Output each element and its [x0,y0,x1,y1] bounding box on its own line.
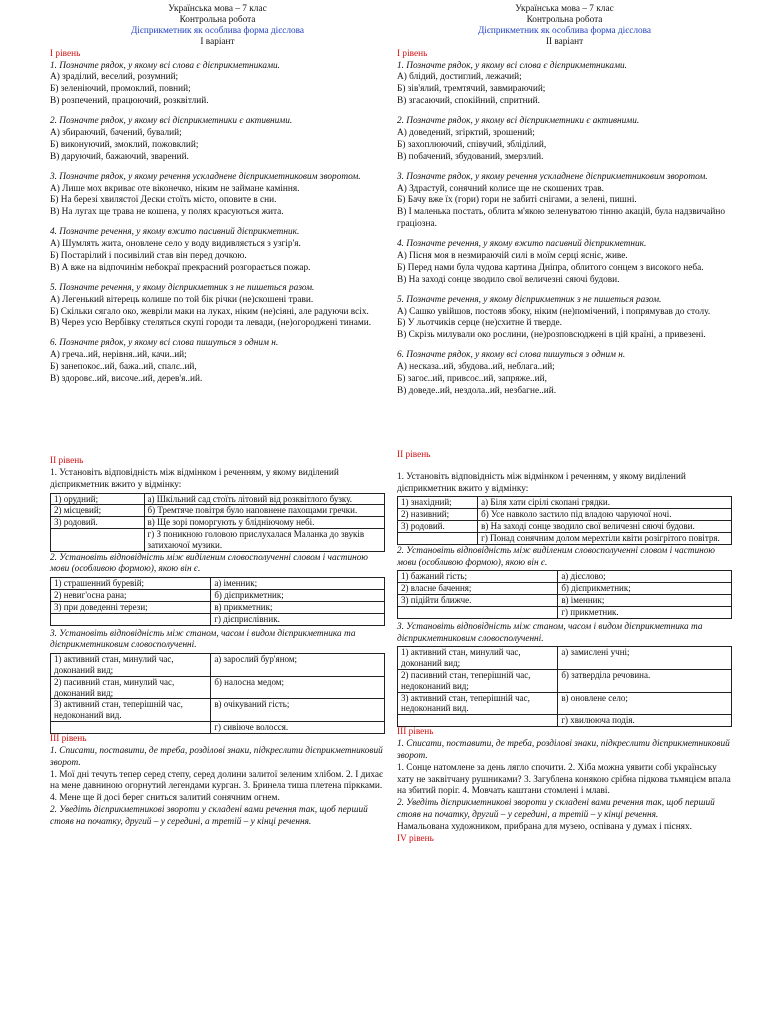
answer: В) На лугах ще трава не кошена, у полях красуються жита. [50,207,284,218]
task-2-text: 2. Установіть відповідність між виділеним словосполученні словом і частиною мови (особливою формою), якою він є. [50,552,368,575]
table-cell: а) замислені учні; [558,647,732,670]
table-cell: в) На заході сонце зводило свої величезні сяючі будови. [478,521,732,533]
match-table-case [397,496,732,544]
table-cell: 3) родовий. [51,517,145,529]
answer: В) А вже на відпочинім небокраї прекрасний розгорається пожар. [50,262,311,273]
match-table-case [50,493,385,552]
question-5: 5. Позначте речення, у якому дієприкметник з не пишеться разом. [50,282,315,293]
table-cell: 2) пасивний стан, теперішній час, недоконаний вид; [398,669,558,692]
answer: В) І маленька постать, облита м'якою зеленуватою тінню акацій, була надзвичайно грацiозна. [397,207,726,230]
table-cell: г) прикметник. [558,606,732,618]
table-row [398,692,732,715]
variant-label: ІІ варіант [545,37,584,48]
table-cell: а) іменник; [211,578,385,590]
table-cell [398,606,558,618]
answer: А) зраділий, веселий, розумний; [50,72,179,83]
table-cell: б) Усе навколо застило під владою чаруючої ночі. [478,509,732,521]
table-cell: а) дієслово; [558,571,732,583]
topic-title: Дієприкметник як особлива форма дієслова [130,26,305,37]
level-4-title: ІV рівень [397,833,434,844]
subject-line: Українська мова – 7 клас [515,4,614,14]
table-row [51,578,385,590]
table-row [51,528,385,551]
header [397,4,732,49]
topic-title: Дієприкметник як особлива форма дієслова [477,26,652,37]
answer: В) побачений, збудований, змерзлий. [397,151,544,162]
answer: Б) виконуючий, змоклий, пожовклий; [50,139,199,150]
subject-line: Українська мова – 7 клас [168,4,267,14]
table-cell: в) оновлене село; [558,692,732,715]
answer: А) Пісня моя в незмираючій силі в моїм серці ясніє, живе. [397,250,628,261]
answer: В) здоровє..ий, височе..ий, дерев'я..ий. [50,374,203,384]
table-cell: 1) знахідний; [398,497,478,509]
variant-2-column [397,4,732,846]
question-6: 6. Позначте рядок, у якому всі слова пишуться з одним н. [397,350,626,361]
answer: А) греча..ий, нерівня..ий, качи..ий; [50,350,187,361]
variant-label: І варіант [200,37,235,48]
task-1-text: 1. Установіть відповідність між відмінком і реченням, у якому виділений дієприкметник вжито у відмінку: [397,471,686,494]
task-3-text: 3. Установіть відповідність між станом, часом і видом дієприкметника та дієприкметниковим словосполученні. [397,621,703,644]
table-cell: 1) активний стан, минулий час, доконаний вид; [51,654,211,677]
answer: В) Скрізь милували око рослини, (не)розповсюджені в цій країні, а привезені. [397,330,706,341]
answer: В) згасаючий, спокійний, спритний. [397,96,540,107]
work-type: Контрольна робота [179,15,256,26]
table-cell: г) хвилююча подія. [558,715,732,727]
table-row [398,497,732,509]
table-row [51,676,385,699]
level-3-task-1: 1. Списати, поставити, де треба, розділові знаки, підкреслити дієприкметниковий зворот. [50,745,383,768]
table-cell: 2) місцевий; [51,505,145,517]
table-cell: б) дієприкметник; [558,583,732,595]
question-4: 4. Позначте речення, у якому вжито пасивний дієприкметник. [397,239,647,250]
table-cell: 3) активний стан, теперішній час, недоконаний вид. [51,699,211,722]
table-row [398,595,732,607]
answer: В) даруючий, бажаючий, зварений. [50,151,189,162]
answer: Б) зів'ялий, тремтячий, завмираючий; [397,84,546,95]
table-cell: 2) власне бачення; [398,583,558,595]
table-cell [51,528,145,551]
question-1: 1. Позначте рядок, у якому всі слова є дієприкметниками. [50,60,280,71]
task-1-text: 1. Установіть відповідність між відмінком і реченням, у якому виділений дієприкметник вжито у відмінку: [50,467,339,490]
table-row [51,654,385,677]
variant-1-column [50,4,385,829]
answer: Б) захоплюючий, співучий, збліділий, [397,139,547,150]
answer: Б) На березі хвилястої Дески стоїть місто, оповите в сни. [50,195,277,206]
answer: В) доведе..ий, нездола..ий, незбагне..ий. [397,385,557,396]
table-cell [51,722,211,734]
table-cell [398,532,478,544]
table-cell: в) іменник; [558,595,732,607]
level-3-task-2: 2. Уведіть дієприкметникові звороти у складені вами речення так, щоб перший стояв на початку, другий – у середині, а третій – у кінці речення. [50,805,368,828]
answer: А) Легенький вітерець колише по той бік річки (не)скошені трави. [50,294,314,305]
table-row [398,583,732,595]
match-table-state-tense [50,653,385,734]
table-cell: а) Шкільний сад стоїть літовий від розквітлого бузку. [144,493,384,505]
table-row [398,647,732,670]
table-row [51,699,385,722]
table-cell: 3) активний стан, теперішній час, недоконаний вид. [398,692,558,715]
table-cell: 3) підійти ближче. [398,595,558,607]
table-row [398,532,732,544]
level-3-text-2: Намальована художником, прибрана для музею, оспівана у думах і піснях. [397,822,692,833]
answer: Б) У льотчиків серце (не)схитне й тверде. [397,318,562,329]
table-row [398,715,732,727]
table-row [51,601,385,613]
answer: А) Здрастуй, сонячний колисе ще не скошених трав. [397,183,604,194]
level-3-task-2: 2. Уведіть дієприкметникові звороти у складені вами речення так, щоб перший стояв на початку, другий – у середині, а третій – у кінці речення. [397,798,715,821]
level-3-title: ІІІ рівень [397,726,434,737]
table-row [398,521,732,533]
table-cell [398,715,558,727]
table-cell: 2) невиг'осна рана; [51,590,211,602]
answer: Б) занепокоє..ий, бажа..ий, спалє..ий, [50,362,197,373]
answer: В) розпечений, працюючий, розквітлий. [50,96,209,107]
table-cell: 1) орудний; [51,493,145,505]
answer: Б) загоє..ий, привсоє..ий, запряже..ий, [397,374,547,384]
table-cell: г) сивіюче волосся. [211,722,385,734]
table-cell: б) Тремтяче повітря було наповнене пахощами гречки. [144,505,384,517]
work-type: Контрольна робота [526,15,603,26]
table-cell [51,613,211,625]
level-3-text-1: 1. Мої дні течуть тепер серед степу, серед долини залитої зеленим хлібом. 2. І дихає на мене давниною огорнутий легендами курган. 3. Бринела тиша плетена піркками. 4. Мене ще й досі берег сниться залитий сонячним огнем. [50,769,384,804]
table-cell: в) очікуваний гість; [211,699,385,722]
answer: В) На заході сонце зводило свої величезні сяючі будови. [397,274,620,285]
question-4: 4. Позначте речення, у якому вжито пасивний дієприкметник. [50,227,300,238]
table-row [51,493,385,505]
level-1-title: І рівень [50,48,81,59]
table-cell: 1) страшенний буревій; [51,578,211,590]
table-row [51,613,385,625]
table-cell: а) зарослий бур'яном; [211,654,385,677]
table-cell: в) прикметник; [211,601,385,613]
level-2-title: ІІ рівень [50,455,84,466]
match-table-part-of-speech [397,570,732,618]
level-3-text-1: 1. Сонце натомлене за день лягло спочити. 2. Хіба можна уявити собі українську хату не заквітчану рушниками? 3. Загублена конякою срібна підкова тьмяцієм впала на збитий поріг. 4. Мовчать каштани стомлені і млаві. [397,762,731,797]
level-3-task-1: 1. Списати, поставити, де треба, розділові знаки, підкреслити дієприкметниковий зворот. [397,738,730,761]
answer: А) Сашко увійшов, постояв збоку, ніким (не)помічений, і попрямував до столу. [397,306,711,317]
answer: Б) Перед нами була чудова картина Дніпра, облитого сонцем з високого неба. [397,262,704,273]
answer: В) Через усю Вербівку стеляться скупі городи та левади, (не)огороджені тинами. [50,318,372,329]
table-row [51,505,385,517]
table-cell: 2) пасивний стан, минулий час, доконаний вид; [51,676,211,699]
question-5: 5. Позначте речення, у якому дієприкметник з не пишеться разом. [397,294,662,305]
table-cell: 1) бажаний гість; [398,571,558,583]
answer: Б) зеленіючий, промоклий, повний; [50,84,191,95]
level-2-title: ІІ рівень [397,449,431,460]
table-cell: б) дієприкметник; [211,590,385,602]
table-row [398,571,732,583]
answer: Б) Постарілий і посивілий став він перед дочкою. [50,250,247,261]
table-cell: 3) родовий. [398,521,478,533]
level-1-title: І рівень [397,48,428,59]
table-cell: 1) активний стан, минулий час, доконаний вид; [398,647,558,670]
answer: Б) Бачу вже їх (гори) гори не забиті снігами, а зелені, пишні. [397,195,637,206]
table-cell: а) Біля хати сірілі скопані грядки. [478,497,732,509]
table-cell: г) дієприслівник. [211,613,385,625]
match-table-state-tense [397,646,732,727]
table-row [51,722,385,734]
answer: А) Шумлять жита, оновлене село у воду видивляється з узгір'я. [50,239,301,250]
table-row [51,590,385,602]
answer: А) доведений, згірктий, зрошений; [397,127,535,138]
task-2-text: 2. Установіть відповідність між виділеним словосполученні словом і частиною мови (особливою формою), якою він є. [397,545,715,568]
question-2: 2. Позначте рядок, у якому всі дієприкметники є активними. [397,116,640,127]
question-2: 2. Позначте рядок, у якому всі дієприкметники є активними. [50,116,293,127]
task-3-text: 3. Установіть відповідність між станом, часом і видом дієприкметника та дієприкметниковим словосполученні. [50,628,356,651]
table-cell: б) затверділа речовина. [558,669,732,692]
answer: А) несказа..ий, збудова..ий, неблага..ий; [397,362,555,373]
question-3: 3. Позначте рядок, у якому речення ускладнене дієприкметниковим зворотом. [50,171,361,182]
question-6: 6. Позначте рядок, у якому всі слова пишуться з одним н. [50,338,279,349]
answer: Б) Скільки сягало око, жевріли маки на луках, ніким (не)сіяні, але радуючи всіх. [50,306,369,317]
answer: А) блідий, достиглий, лежачий; [397,72,522,83]
answer: А) збираючий, бачений, бувалий; [50,127,182,138]
table-row [51,517,385,529]
table-cell: б) налосна медом; [211,676,385,699]
table-cell: 3) при доведенні терези; [51,601,211,613]
level-3-title: ІІІ рівень [50,733,87,744]
table-row [398,669,732,692]
question-3: 3. Позначте рядок, у якому речення ускладнене дієприкметниковим зворотом. [397,171,708,182]
table-cell: г) Понад сонячним долом мерехтіли квіти розігрітого повітря. [478,532,732,544]
table-row [398,509,732,521]
table-row [398,606,732,618]
answer: А) Лише мох вкриває оте віконечко, ніким не займане каміння. [50,183,300,194]
table-cell: 2) називний; [398,509,478,521]
table-cell: в) Ще зорі поморгують у блідніючому небі. [144,517,384,529]
match-table-part-of-speech [50,577,385,625]
header [50,4,385,49]
table-cell: г) З поникною головою прислухалася Маланка до звуків затихаючої музики. [144,528,384,551]
question-1: 1. Позначте рядок, у якому всі слова є дієприкметниками. [397,60,627,71]
